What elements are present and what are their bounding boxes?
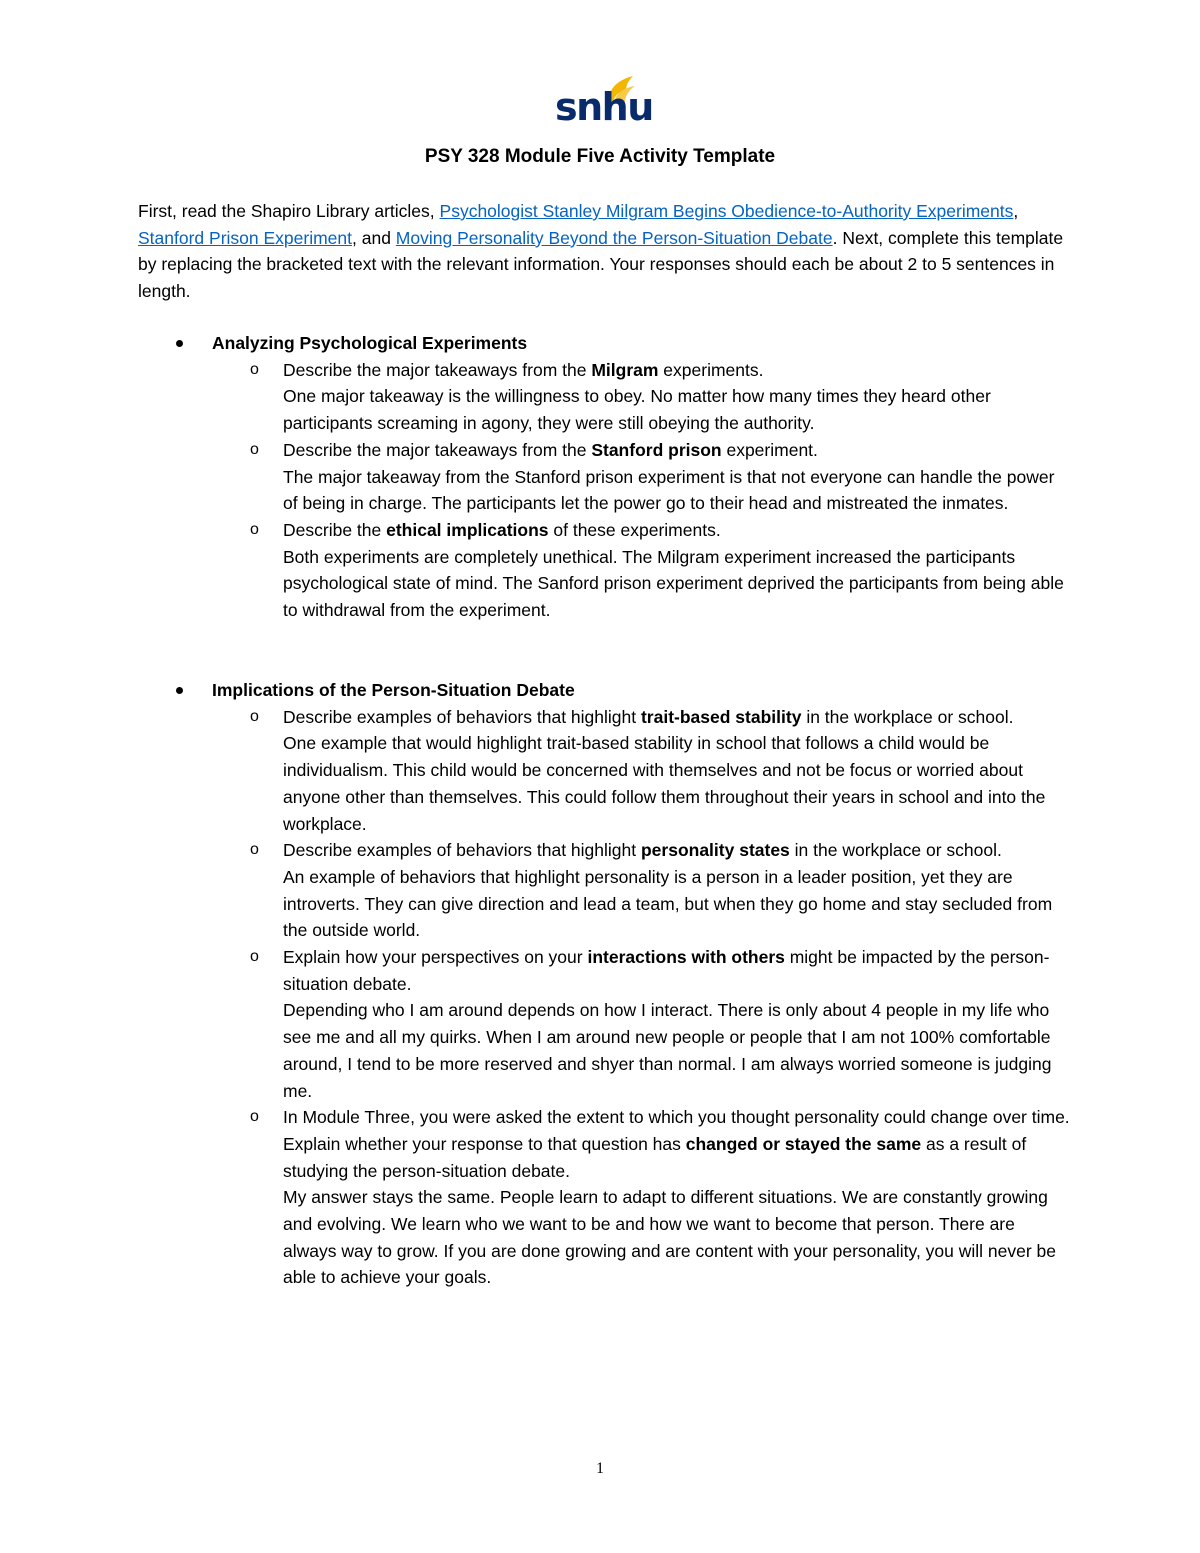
question-text: Explain how your perspectives on your <box>283 947 588 968</box>
question-emphasis: changed or stayed the same <box>685 1133 922 1154</box>
intro-text-start: First, read the Shapiro Library articles, <box>138 201 440 221</box>
intro-text-end: . Next, complete this template by replacing the bracketed text with the relevant information. Your responses should each be about 2 to 5 sentences in length. <box>138 227 1064 302</box>
circle-bullet-icon: o <box>250 948 259 966</box>
question-text: experiments. <box>658 359 764 380</box>
question-text: in the workplace or school. <box>789 840 1002 861</box>
stanford-article-link[interactable]: Stanford Prison Experiment <box>138 227 352 248</box>
section-person-situation-debate <box>138 677 1098 1291</box>
question-text: might be impacted by the person-situation debate. <box>283 947 1050 994</box>
list-item <box>138 517 1073 624</box>
question-text: experiment. <box>721 439 818 460</box>
section-heading: Implications of the Person-Situation Debate <box>138 677 1098 704</box>
answer-text: The major takeaway from the Stanford prison experiment is that not everyone can handle the power of being in charge. The participants let the power go to their head and mistreated the inmates. <box>283 466 1055 514</box>
section-heading: Analyzing Psychological Experiments <box>138 330 1098 357</box>
list-item <box>138 1104 1073 1291</box>
question-text: as a result of studying the person-situation debate. <box>283 1133 1027 1181</box>
intro-paragraph <box>138 198 1068 305</box>
question-text: Describe the <box>283 519 387 540</box>
answer-text: My answer stays the same. People learn to adapt to different situations. We are constantly growing and evolving. We learn who we want to be and how we want to become that person. There are always way to grow. If you are done growing and are content with your personality, you will never be able to achieve your goals. <box>283 1187 1057 1288</box>
circle-bullet-icon: o <box>250 520 259 538</box>
page-title: PSY 328 Module Five Activity Template <box>424 146 776 167</box>
question-emphasis: Stanford prison <box>591 439 722 460</box>
list-item <box>138 944 1073 1104</box>
answer-text: One major takeaway is the willingness to obey. No matter how many times they heard other participants screaming in agony, they were still obeying the authority. <box>283 386 991 434</box>
list-item <box>138 704 1073 838</box>
bullet-dot-icon <box>176 687 183 694</box>
question-emphasis: interactions with others <box>587 947 785 968</box>
question-text: Describe examples of behaviors that highlight <box>283 840 641 861</box>
intro-separator: , <box>1013 201 1019 221</box>
question-emphasis: Milgram <box>591 359 659 380</box>
circle-bullet-icon: o <box>250 440 259 458</box>
question-emphasis: personality states <box>640 840 790 861</box>
list-item <box>138 437 1073 517</box>
circle-bullet-icon: o <box>250 707 259 725</box>
question-text: In Module Three, you were asked the extent to which you thought personality could change over time. Explain whether your response to that question has <box>283 1107 1070 1154</box>
question-text: in the workplace or school. <box>801 706 1014 727</box>
person-situation-article-link[interactable]: Moving Personality Beyond the Person-Situation Debate <box>395 227 833 248</box>
page-number: 1 <box>596 1460 604 1477</box>
question-emphasis: trait-based stability <box>640 706 802 727</box>
answer-text: Both experiments are completely unethical. The Milgram experiment increased the participants psychological state of mind. The Sanford prison experiment deprived the participants from being able to withdrawal from the experiment. <box>283 546 1064 621</box>
question-text: of these experiments. <box>548 519 721 540</box>
answer-text: One example that would highlight trait-based stability in school that follows a child would be individualism. This child would be concerned with themselves and not be focus or worried about anyone other than themselves. This could follow them throughout their years in school and into the workplace. <box>283 733 1046 834</box>
milgram-article-link[interactable]: Psychologist Stanley Milgram Begins Obedience-to-Authority Experiments <box>439 201 1014 221</box>
circle-bullet-icon: o <box>250 1108 259 1126</box>
logo-wordmark: snhu <box>555 85 653 129</box>
question-emphasis: ethical implications <box>386 519 549 540</box>
circle-bullet-icon: o <box>250 841 259 859</box>
circle-bullet-icon: o <box>250 360 259 378</box>
list-item <box>138 837 1073 944</box>
intro-separator: , and <box>352 227 396 248</box>
bullet-dot-icon <box>176 340 183 347</box>
section-analyzing-experiments <box>138 330 1098 624</box>
answer-text: Depending who I am around depends on how I interact. There is only about 4 people in my life who see me and all my quirks. When I am around new people or people that I am not 100% comfortable around, I tend to be more reserved and shyer than normal. I am always worried someone is judging me. <box>283 1000 1052 1101</box>
list-item <box>138 357 1073 437</box>
snhu-logo <box>555 74 653 134</box>
question-text: Describe examples of behaviors that highlight <box>283 706 641 727</box>
question-text: Describe the major takeaways from the <box>283 359 592 380</box>
answer-text: An example of behaviors that highlight personality is a person in a leader position, yet they are introverts. They can give direction and lead a team, but when they go home and stay secluded from the outside world. <box>283 866 1053 941</box>
question-text: Describe the major takeaways from the <box>283 439 592 460</box>
